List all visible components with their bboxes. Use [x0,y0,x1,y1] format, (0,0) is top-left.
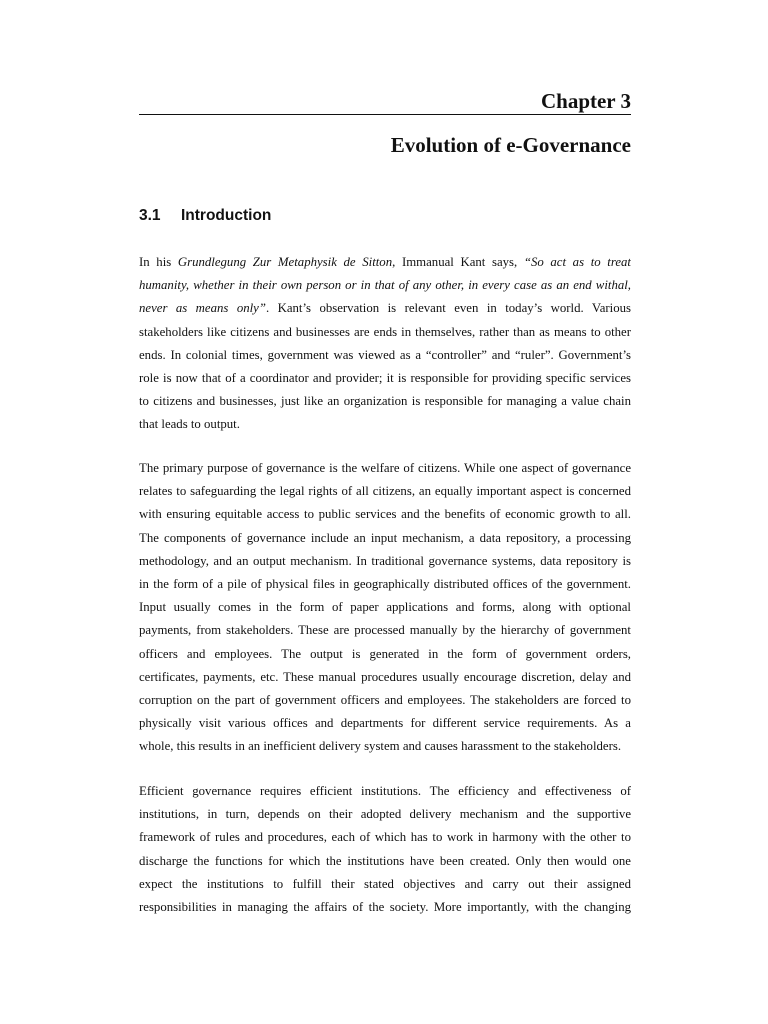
chapter-label: Chapter 3 [540,89,631,113]
paragraph-line: methodology, and an output mechanism. In traditional governance systems, data repository is [139,553,631,568]
paragraph-3 [139,780,631,919]
paragraph-line: to citizens and businesses, just like an organization is responsible for managing a value chain [139,394,631,409]
section-title: Introduction [181,207,272,224]
paragraph-line: payments, from stakeholders. These are processed manually by the hierarchy of government [139,623,631,638]
paragraph-line: that leads to output. [139,417,240,432]
paragraph-line: expect the institutions to fulfill their stated objectives and carry out their assigned [139,876,631,891]
paragraph-line: never as means only”. Kant’s observation is relevant even in today’s world. Various [139,301,631,316]
paragraph-line: stakeholders like citizens and businesses are ends in themselves, rather than as means to other [139,324,631,339]
paragraph-line: in the form of a pile of physical files in geographically distributed offices of the government. [139,577,631,592]
chapter-divider [139,114,631,115]
paragraph-line: whole, this results in an inefficient delivery system and causes harassment to the stakeholders. [139,739,622,754]
paragraph-line: The primary purpose of governance is the welfare of citizens. While one aspect of governance [139,461,631,475]
paragraph-line: framework of rules and procedures, each of which has to work in harmony with the other to [139,830,631,845]
document-page [139,0,631,1024]
section-number: 3.1 [139,207,161,224]
paragraph-line: Efficient governance requires efficient institutions. The efficiency and effectiveness of [139,784,631,798]
paragraph-line: physically visit various offices and departments for different service requirements. As a [139,716,631,731]
chapter-title: Evolution of e-Governance [390,133,631,157]
paragraph-1 [139,251,631,437]
paragraph-line: institutions, in turn, depends on their adopted delivery mechanism and the supportive [139,807,631,822]
section-heading [139,206,271,226]
paragraph-line: certificates, payments, etc. These manual procedures usually encourage discretion, delay and [139,669,631,684]
paragraph-line: humanity, whether in their own person or in that of any other, in every case as an end withal, [139,278,631,293]
paragraph-line: The components of governance include an input mechanism, a data repository, a processing [139,530,631,545]
paragraph-line: discharge the functions for which the institutions have been created. Only then would one [139,853,631,868]
paragraph-line: corruption on the part of government officers and employees. The stakeholders are forced to [139,693,631,708]
paragraph-line: ends. In colonial times, government was viewed as a “controller” and “ruler”. Government’s [139,347,631,362]
paragraph-line: Input usually comes in the form of paper applications and forms, along with optional [139,600,631,615]
paragraph-line: officers and employees. The output is generated in the form of government orders, [139,646,631,661]
paragraph-line: In his Grundlegung Zur Metaphysik de Sitton, Immanual Kant says, “So act as to treat [139,255,631,269]
paragraph-line: with ensuring equitable access to public services and the benefits of economic growth to all. [139,507,631,522]
paragraph-line: role is now that of a coordinator and provider; it is responsible for providing specific services [139,371,631,386]
paragraph-2 [139,457,631,759]
paragraph-line: relates to safeguarding the legal rights of all citizens, an equally important aspect is concerned [139,484,631,499]
paragraph-line: responsibilities in managing the affairs of the society. More importantly, with the changing [139,900,631,915]
